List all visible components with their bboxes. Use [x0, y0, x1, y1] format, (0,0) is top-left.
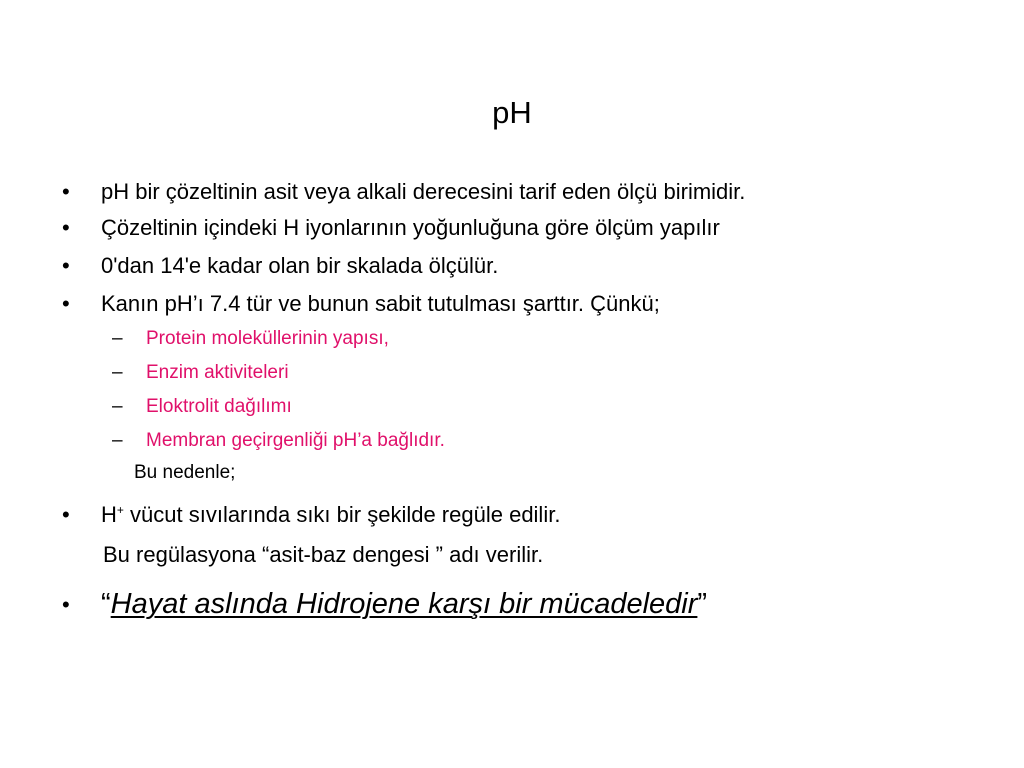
- h-bullet-rest: vücut sıvılarında sıkı bir şekilde regüle edilir.: [123, 502, 561, 527]
- quote: [101, 585, 707, 623]
- quote-close: ”: [697, 588, 708, 620]
- bullet-marker: •: [62, 215, 70, 240]
- quote-text: Hayat aslında Hidrojene karşı bir mücadeledir: [110, 588, 698, 620]
- bullet-text-3: 0'dan 14'e kadar olan bir skalada ölçülür.: [101, 253, 499, 278]
- h-superscript: +: [116, 503, 124, 517]
- bullet-text-1: pH bir çözeltinin asit veya alkali derecesini tarif eden ölçü birimidir.: [101, 179, 746, 204]
- bullet-marker: •: [62, 592, 70, 617]
- bullet-marker: •: [62, 179, 70, 204]
- bullet-marker: •: [62, 502, 70, 527]
- bullet-text-h: [101, 500, 560, 530]
- bullet-marker: •: [62, 253, 70, 278]
- sub-item-4: Membran geçirgenliği pH’a bağlıdır.: [146, 430, 445, 451]
- h-continuation: Bu regülasyona “asit-baz dengesi ” adı verilir.: [103, 542, 544, 567]
- h-symbol: H: [101, 502, 117, 527]
- sub-item-1: Protein moleküllerinin yapısı,: [146, 328, 389, 349]
- bullet-text-4: Kanın pH’ı 7.4 tür ve bunun sabit tutulması şarttır. Çünkü;: [101, 291, 660, 316]
- slide-title: pH: [492, 95, 532, 130]
- sub-item-3: Eloktrolit dağılımı: [146, 396, 292, 417]
- dash-marker: –: [112, 396, 123, 417]
- note-text: Bu nedenle;: [134, 462, 236, 483]
- bullet-marker: •: [62, 291, 70, 316]
- quote-open: “: [101, 588, 111, 620]
- dash-marker: –: [112, 328, 123, 349]
- dash-marker: –: [112, 430, 123, 451]
- bullet-text-2: Çözeltinin içindeki H iyonlarının yoğunluğuna göre ölçüm yapılır: [101, 215, 720, 240]
- sub-item-2: Enzim aktiviteleri: [146, 362, 289, 383]
- dash-marker: –: [112, 362, 123, 383]
